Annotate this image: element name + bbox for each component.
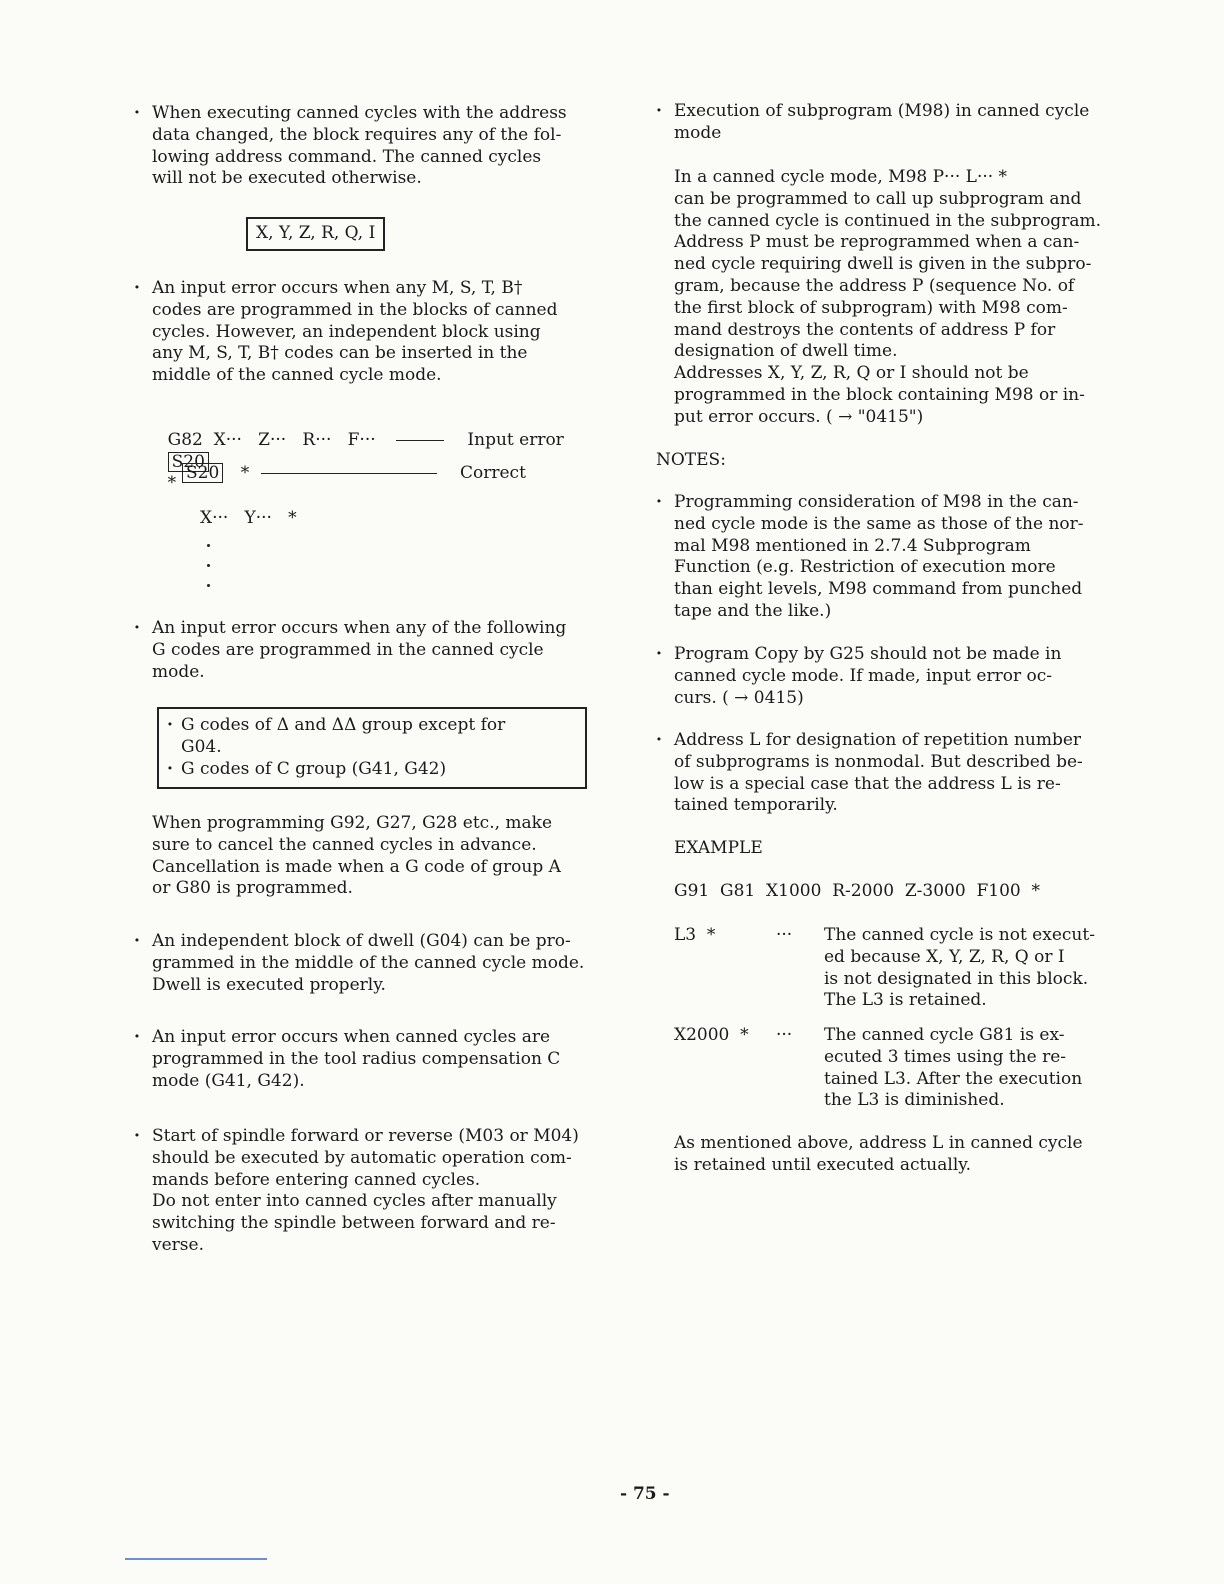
bullet-tool-radius: · An input error occurs when canned cycles are programmed in the tool radius compensation C mode (G41, G42).: [152, 1027, 632, 1092]
bullet-address-data: · When executing canned cycles with the address data changed, the block requires any of the fol- lowing address command. The canned cycles will not be executed otherwise.: [152, 103, 632, 190]
input-error-row: [396, 430, 564, 452]
example-l3: L3 *: [674, 925, 716, 945]
input-error-label: Input error: [467, 430, 564, 450]
example-l3-dots: ···: [776, 925, 793, 945]
subprogram-paragraph: In a canned cycle mode, M98 P··· L··· * can be programmed to call up subprogram and the canned cycle is continued in the subprogram. Address P must be reprogrammed when a can- ned cycle requiring dwell is given in the subpro- gram, because the address P (sequence No. of the first block of subprogram) with M98 com- mand destroys the contents of address P for designation of dwell time. Addresses X, Y, Z, R, Q or I should not be programmed in the block containing M98 or in- put error occurs. ( → "0415"): [674, 167, 1101, 427]
example-x2000: X2000 *: [674, 1025, 749, 1045]
example-code-line: G91 G81 X1000 R-2000 Z-3000 F100 *: [674, 881, 1041, 901]
final-note: As mentioned above, address L in canned cycle is retained until executed actually.: [674, 1133, 1083, 1175]
bullet-input-error-gcodes: · An input error occurs when any of the following G codes are programmed in the canned cycle mode.: [152, 618, 632, 683]
g92-cancel-note: When programming G92, G27, G28 etc., make sure to cancel the canned cycles in advance. Cancellation is made when a G code of group A or G80 is programmed.: [152, 813, 561, 899]
bullet-subprogram-execution: · Execution of subprogram (M98) in canned cycle mode: [674, 101, 1154, 145]
correct-row: [182, 463, 526, 485]
vertical-dot-3: [207, 584, 210, 587]
star-1: *: [167, 473, 177, 494]
note-address-l: · Address L for designation of repetition number of subprograms is nonmodal. But described be- low is a special case that the address L is re- tained temporarily.: [674, 730, 1174, 817]
gcodes-box-line-1: · G codes of Δ and ΔΔ group except for G04.: [159, 715, 585, 759]
example-xy-line: X··· Y··· *: [200, 508, 297, 528]
example-g82-code: G82 X··· Z··· R··· F···: [167, 429, 376, 450]
gcodes-box-line-2: · G codes of C group (G41, G42): [159, 759, 585, 781]
vertical-dot-2: [207, 564, 210, 567]
footer-rule: [125, 1558, 267, 1560]
address-box: X, Y, Z, R, Q, I: [246, 217, 385, 251]
dash-line-short: [396, 440, 444, 441]
example-x2000-description: The canned cycle G81 is ex- ecuted 3 times using the re- tained L3. After the execution the L3 is diminished.: [824, 1025, 1083, 1111]
note-m98-consideration: · Programming consideration of M98 in the can- ned cycle mode is the same as those of the nor- mal M98 mentioned in 2.7.4 Subprogram Function (e.g. Restriction of execution more than eight levels, M98 command from punched tape and the like.): [674, 492, 1174, 623]
dash-line-long: [261, 473, 437, 474]
note-program-copy: · Program Copy by G25 should not be made in canned cycle mode. If made, input error oc- curs. ( → 0415): [674, 644, 1174, 709]
page-number: - 75 -: [620, 1484, 670, 1504]
example-x2000-dots: ···: [776, 1025, 793, 1045]
star-2: *: [240, 463, 250, 483]
gcodes-box: [157, 707, 587, 789]
bullet-dwell: · An independent block of dwell (G04) can be pro- grammed in the middle of the canned cycle mode. Dwell is executed properly.: [152, 931, 642, 996]
correct-label: Correct: [460, 463, 526, 483]
bullet-input-error-mstb: · An input error occurs when any M, S, T, B† codes are programmed in the blocks of canned cycles. However, an independent block using any M, S, T, B† codes can be inserted in the middle of the canned cycle mode.: [152, 278, 632, 387]
s20-box-1: S20: [168, 452, 209, 472]
bullet-spindle: · Start of spindle forward or reverse (M03 or M04) should be executed by automatic operation com- mands before entering canned cycles. Do not enter into canned cycles after manually switching the spindle between forward and re- verse.: [152, 1126, 632, 1257]
example-l3-description: The canned cycle is not execut- ed because X, Y, Z, R, Q or I is not designated in this block. The L3 is retained.: [824, 925, 1095, 1011]
notes-heading: NOTES:: [656, 450, 726, 470]
example-heading: EXAMPLE: [674, 838, 763, 858]
vertical-dot-1: [207, 544, 210, 547]
s20-box-2: S20: [182, 463, 223, 483]
